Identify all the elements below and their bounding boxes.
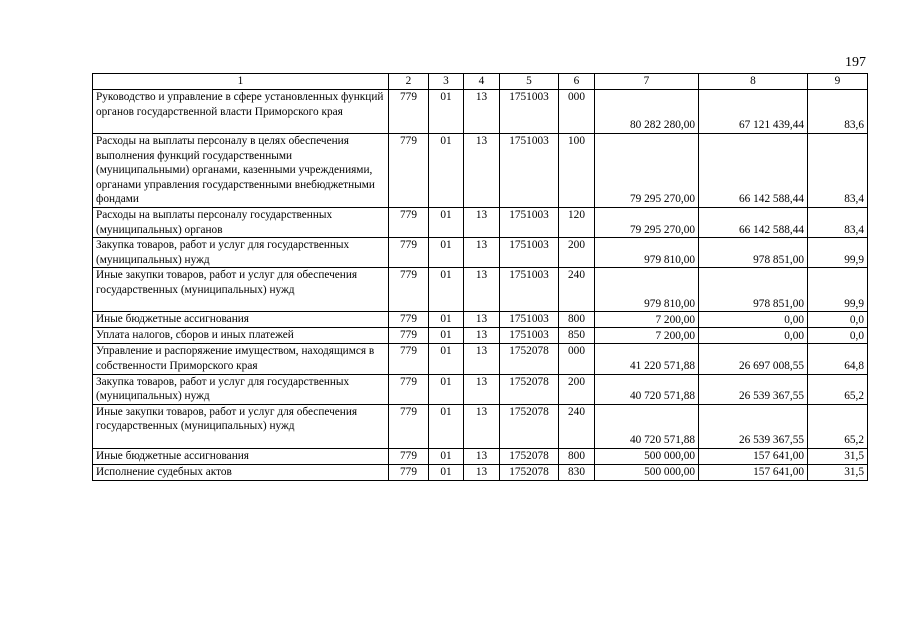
execution-percent: 31,5 (808, 464, 868, 480)
section-code: 01 (429, 344, 464, 374)
column-header-5: 5 (500, 74, 559, 90)
section-code: 01 (429, 238, 464, 268)
table-row (93, 90, 868, 134)
item-name: Иные закупки товаров, работ и услуг для обеспечения государственных (муниципальных) нужд (93, 404, 389, 448)
column-header-1: 1 (93, 74, 389, 90)
target-item-code: 1751003 (500, 134, 559, 208)
approved-amount: 79 295 270,00 (595, 134, 699, 208)
executed-amount: 0,00 (699, 328, 808, 344)
subsection-code: 13 (464, 207, 500, 237)
item-name: Закупка товаров, работ и услуг для государственных (муниципальных) нужд (93, 374, 389, 404)
execution-percent: 64,8 (808, 344, 868, 374)
item-name: Расходы на выплаты персоналу государственных (муниципальных) органов (93, 207, 389, 237)
executed-amount: 66 142 588,44 (699, 134, 808, 208)
target-item-code: 1752078 (500, 404, 559, 448)
expense-type-code: 200 (559, 374, 595, 404)
target-item-code: 1751003 (500, 268, 559, 312)
target-item-code: 1751003 (500, 328, 559, 344)
execution-percent: 0,0 (808, 328, 868, 344)
expense-type-code: 240 (559, 404, 595, 448)
executed-amount: 0,00 (699, 312, 808, 328)
table-row (93, 328, 868, 344)
target-item-code: 1752078 (500, 464, 559, 480)
section-code: 01 (429, 268, 464, 312)
section-code: 01 (429, 448, 464, 464)
executed-amount: 157 641,00 (699, 448, 808, 464)
table-row (93, 268, 868, 312)
item-name: Уплата налогов, сборов и иных платежей (93, 328, 389, 344)
column-header-4: 4 (464, 74, 500, 90)
executed-amount: 978 851,00 (699, 268, 808, 312)
item-name: Закупка товаров, работ и услуг для государственных (муниципальных) нужд (93, 238, 389, 268)
table-row (93, 207, 868, 237)
table-row (93, 134, 868, 208)
item-name: Иные бюджетные ассигнования (93, 312, 389, 328)
approved-amount: 979 810,00 (595, 268, 699, 312)
budget-table (92, 73, 868, 481)
ministry-code: 779 (389, 464, 429, 480)
table-row (93, 448, 868, 464)
table-row (93, 344, 868, 374)
target-item-code: 1751003 (500, 90, 559, 134)
execution-percent: 83,4 (808, 134, 868, 208)
execution-percent: 99,9 (808, 268, 868, 312)
column-header-9: 9 (808, 74, 868, 90)
approved-amount: 7 200,00 (595, 312, 699, 328)
expense-type-code: 000 (559, 344, 595, 374)
executed-amount: 26 539 367,55 (699, 374, 808, 404)
execution-percent: 83,6 (808, 90, 868, 134)
ministry-code: 779 (389, 134, 429, 208)
item-name: Расходы на выплаты персоналу в целях обеспечения выполнения функций государственными (муниципальными) органами, казенными учреждениями, органами управления государственными внебюджетными фондами (93, 134, 389, 208)
approved-amount: 979 810,00 (595, 238, 699, 268)
subsection-code: 13 (464, 344, 500, 374)
section-code: 01 (429, 374, 464, 404)
ministry-code: 779 (389, 268, 429, 312)
section-code: 01 (429, 328, 464, 344)
table-row (93, 374, 868, 404)
expense-type-code: 200 (559, 238, 595, 268)
subsection-code: 13 (464, 448, 500, 464)
execution-percent: 0,0 (808, 312, 868, 328)
table-row (93, 312, 868, 328)
approved-amount: 41 220 571,88 (595, 344, 699, 374)
column-header-7: 7 (595, 74, 699, 90)
ministry-code: 779 (389, 238, 429, 268)
item-name: Руководство и управление в сфере установленных функций органов государственной власти Приморского края (93, 90, 389, 134)
expense-type-code: 800 (559, 312, 595, 328)
column-number-row (93, 74, 868, 90)
ministry-code: 779 (389, 374, 429, 404)
expense-type-code: 120 (559, 207, 595, 237)
target-item-code: 1752078 (500, 374, 559, 404)
approved-amount: 79 295 270,00 (595, 207, 699, 237)
subsection-code: 13 (464, 238, 500, 268)
execution-percent: 65,2 (808, 404, 868, 448)
column-header-2: 2 (389, 74, 429, 90)
execution-percent: 83,4 (808, 207, 868, 237)
target-item-code: 1751003 (500, 312, 559, 328)
executed-amount: 67 121 439,44 (699, 90, 808, 134)
column-header-6: 6 (559, 74, 595, 90)
executed-amount: 66 142 588,44 (699, 207, 808, 237)
ministry-code: 779 (389, 404, 429, 448)
section-code: 01 (429, 464, 464, 480)
approved-amount: 7 200,00 (595, 328, 699, 344)
item-name: Иные закупки товаров, работ и услуг для обеспечения государственных (муниципальных) нужд (93, 268, 389, 312)
execution-percent: 31,5 (808, 448, 868, 464)
page-number: 197 (845, 55, 866, 70)
expense-type-code: 100 (559, 134, 595, 208)
item-name: Управление и распоряжение имуществом, находящимся в собственности Приморского края (93, 344, 389, 374)
ministry-code: 779 (389, 328, 429, 344)
approved-amount: 80 282 280,00 (595, 90, 699, 134)
execution-percent: 99,9 (808, 238, 868, 268)
target-item-code: 1751003 (500, 238, 559, 268)
approved-amount: 500 000,00 (595, 464, 699, 480)
target-item-code: 1751003 (500, 207, 559, 237)
target-item-code: 1752078 (500, 448, 559, 464)
ministry-code: 779 (389, 448, 429, 464)
subsection-code: 13 (464, 134, 500, 208)
subsection-code: 13 (464, 90, 500, 134)
subsection-code: 13 (464, 374, 500, 404)
section-code: 01 (429, 90, 464, 134)
subsection-code: 13 (464, 404, 500, 448)
subsection-code: 13 (464, 328, 500, 344)
expense-type-code: 240 (559, 268, 595, 312)
section-code: 01 (429, 404, 464, 448)
subsection-code: 13 (464, 464, 500, 480)
column-header-3: 3 (429, 74, 464, 90)
ministry-code: 779 (389, 312, 429, 328)
expense-type-code: 800 (559, 448, 595, 464)
ministry-code: 779 (389, 207, 429, 237)
approved-amount: 40 720 571,88 (595, 404, 699, 448)
approved-amount: 500 000,00 (595, 448, 699, 464)
table-row (93, 464, 868, 480)
table-row (93, 238, 868, 268)
expense-type-code: 830 (559, 464, 595, 480)
executed-amount: 157 641,00 (699, 464, 808, 480)
executed-amount: 26 539 367,55 (699, 404, 808, 448)
execution-percent: 65,2 (808, 374, 868, 404)
section-code: 01 (429, 312, 464, 328)
ministry-code: 779 (389, 344, 429, 374)
subsection-code: 13 (464, 312, 500, 328)
item-name: Иные бюджетные ассигнования (93, 448, 389, 464)
expense-type-code: 000 (559, 90, 595, 134)
section-code: 01 (429, 134, 464, 208)
subsection-code: 13 (464, 268, 500, 312)
item-name: Исполнение судебных актов (93, 464, 389, 480)
expense-type-code: 850 (559, 328, 595, 344)
approved-amount: 40 720 571,88 (595, 374, 699, 404)
column-header-8: 8 (699, 74, 808, 90)
executed-amount: 978 851,00 (699, 238, 808, 268)
ministry-code: 779 (389, 90, 429, 134)
executed-amount: 26 697 008,55 (699, 344, 808, 374)
target-item-code: 1752078 (500, 344, 559, 374)
table-row (93, 404, 868, 448)
section-code: 01 (429, 207, 464, 237)
